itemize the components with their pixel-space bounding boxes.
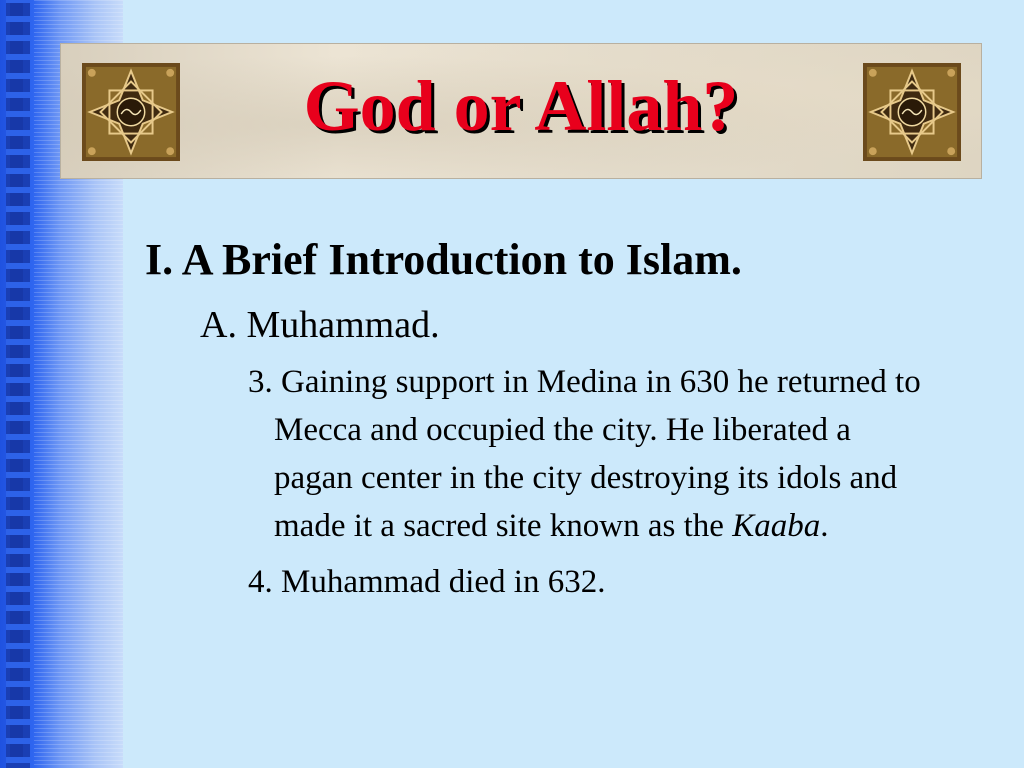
title-banner	[60, 43, 982, 179]
slide-title: God or Allah?	[303, 66, 739, 146]
slide-body	[145, 232, 965, 606]
outline-heading: I. A Brief Introduction to Islam.	[145, 235, 742, 284]
islamic-ornament-icon	[863, 63, 961, 161]
islamic-ornament-icon	[82, 63, 180, 161]
outline-point	[248, 358, 934, 550]
point-text: 4. Muhammad died in 632.	[248, 564, 606, 600]
point-text-end: .	[820, 508, 829, 544]
outline-point	[248, 558, 934, 606]
outline-subheading: A. Muhammad.	[200, 304, 440, 346]
point-text: 3. Gaining support in Medina in 630 he returned to Mecca and occupied the city. He liberated a pagan center in the city destroying its idols and made it a sacred site known as the	[248, 364, 921, 544]
point-emphasis: Kaaba	[732, 508, 821, 544]
square-pattern-strip	[6, 0, 30, 768]
